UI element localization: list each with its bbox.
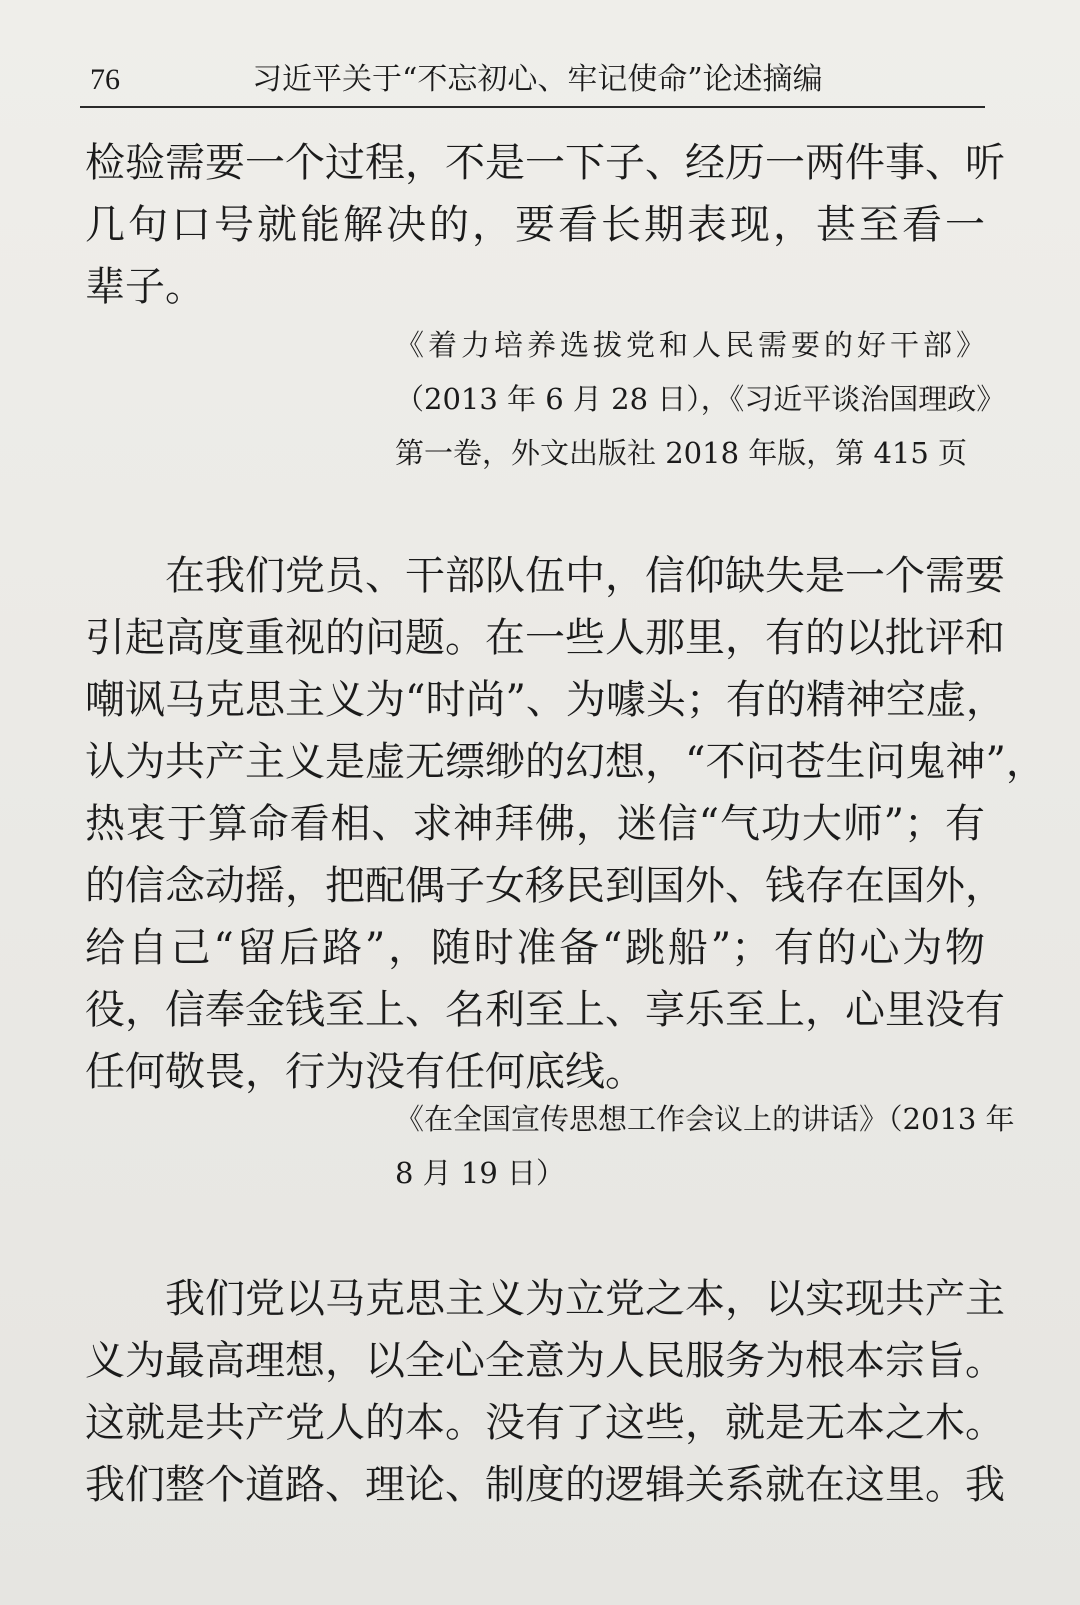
- text-line: 几句口号就能解决的，要看长期表现，甚至看一: [85, 202, 985, 248]
- text-line: 嘲讽马克思主义为“时尚”、为噱头；有的精神空虚，: [85, 677, 1006, 723]
- running-header: [80, 54, 985, 108]
- passage-3-text: [85, 1268, 1005, 1516]
- source-line: 8 月 19 日）: [395, 1156, 566, 1190]
- text-line: 我们党以马克思主义为立党之本，以实现共产主: [165, 1276, 1005, 1322]
- text-line: 给自己“留后路”，随时准备“跳船”；有的心为物: [85, 925, 985, 971]
- text-line: 引起高度重视的问题。在一些人那里，有的以批评和: [85, 615, 1005, 661]
- source-line: 第一卷，外文出版社 2018 年版，第 415 页: [395, 436, 968, 470]
- text-line: 在我们党员、干部队伍中，信仰缺失是一个需要: [165, 553, 1005, 599]
- passage-2-source: [395, 1092, 1015, 1200]
- text-line: 任何敬畏，行为没有任何底线。: [85, 1049, 645, 1095]
- source-line: 《着力培养选拔党和人民需要的好干部》: [395, 328, 985, 362]
- text-line: 认为共产主义是虚无缥缈的幻想，“不问苍生问鬼神”，: [85, 739, 1046, 785]
- text-line: 这就是共产党人的本。没有了这些，就是无本之木。: [85, 1400, 1005, 1446]
- passage-2-text: [85, 545, 1046, 1103]
- text-line: 热衷于算命看相、求神拜佛，迷信“气功大师”；有: [85, 801, 985, 847]
- passage-1-text: [85, 132, 1005, 318]
- text-line: 检验需要一个过程，不是一下子、经历一两件事、听: [85, 140, 1005, 186]
- source-line: （2013 年 6 月 28 日），《习近平谈治国理政》: [395, 382, 1006, 416]
- text-line: 义为最高理想，以全心全意为人民服务为根本宗旨。: [85, 1338, 1005, 1384]
- text-line: 役，信奉金钱至上、名利至上、享乐至上，心里没有: [85, 987, 1005, 1033]
- page-number: 76: [90, 63, 120, 96]
- text-line: 辈子。: [85, 264, 205, 310]
- source-line: 《在全国宣传思想工作会议上的讲话》（2013 年: [395, 1102, 1015, 1136]
- text-line: 我们整个道路、理论、制度的逻辑关系就在这里。我: [85, 1462, 1005, 1508]
- passage-1-source: [395, 318, 1006, 480]
- text-line: 的信念动摇，把配偶子女移民到国外、钱存在国外，: [85, 863, 1005, 909]
- book-title: 习近平关于“不忘初心、牢记使命”论述摘编: [252, 62, 823, 97]
